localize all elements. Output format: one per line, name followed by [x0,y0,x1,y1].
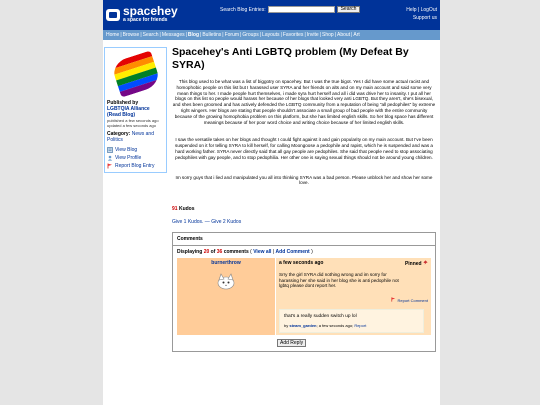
nav-separator: | [240,32,242,38]
nav-item-layouts[interactable]: Layouts [262,32,280,38]
pinned-badge [405,260,428,267]
reply-author-link[interactable]: steam_garden [289,322,317,328]
nav-separator: | [120,32,122,38]
comments-total: 36 [216,249,223,256]
report-blog-link[interactable] [107,162,164,170]
support-link[interactable]: Support us [412,15,437,21]
reply-meta [284,323,419,328]
comment [177,258,431,335]
reply-report-link[interactable]: Report [354,322,367,328]
sidebar [104,47,167,173]
nav-item-browse[interactable]: Browse [122,32,140,38]
report-comment-label: Report Comment [397,297,428,303]
report-flag-icon [107,163,113,169]
pinned-label: Pinned [404,261,422,268]
blog-paragraph: This blog used to be what was a list of biggotry on spacehey. But I was the true bigot. Yes I did have some actual racist and homophobic people on this list but I harassed user SYRA and her friends on alts and on my main account and said some very mean things to her. I made people hurt themselves, i made syra hurt herself and all i did was drive her to insanity. I put all her blogs on this list so people would harass her because of her blogs that looked very anti LGBTQ. But they aren't, she's bisexual, and shes been groomed and has actively defended the LGBTQ community from a reputation of being "all pedophiles" by extreme right wingers. Her blogs are stating that people shouldn't associate a small group of bad people with the entire community because of the growing homophobia problem on this platform, but she has limited english skills. So her blog space has different meanings because of her poor word choice and writing choice because of her limited english skills. [172,79,436,125]
report-blog-label: Report Blog Entry [115,163,155,169]
site-logo[interactable] [106,6,178,23]
add-reply-button[interactable]: Add Reply [277,339,306,347]
nav-item-search[interactable]: Search [142,32,159,38]
nav-separator: | [334,32,337,38]
header-links: Help | LogOut Support us [406,7,437,21]
rainbow-flag-icon [110,50,161,97]
logo-tagline: a space for friends [123,17,168,23]
logout-link[interactable]: LogOut [420,7,437,13]
search-label: Search Blog Entries: [220,6,266,13]
comments-section [172,232,436,352]
publisher-info [107,100,164,128]
logo-icon [106,9,120,21]
category-label: Category: [107,131,131,137]
nav-separator: | [140,32,142,38]
avatar[interactable] [214,272,238,292]
nav-item-about[interactable]: About [337,32,351,38]
sidebar-links [107,146,164,170]
published-by-label: Published by [107,100,139,106]
blog-paragraph: I saw the versatile takes on her blogs and thought I could fight against it and gain popularity on my main account. But I've been suspended on it for telling SYRA to kill herself, for calling Moongoose a pedophile and rapist, which he is suspended and was a hard working father. SYRA never directly said that all gay people are pedophiles. She said that people need to stop associating pedophiles with gay people, and to stop pedophilia. Her other one is saying sexual things should not be around young children. [175,137,433,160]
comment-time: a few seconds ago [279,260,324,267]
search-input[interactable] [268,6,335,13]
category-link[interactable]: News and Politics [107,131,154,143]
reply-text: that's a really sudden switch up lol [284,313,357,319]
view-profile-link[interactable] [107,154,164,162]
comments-shown: 20 [203,249,210,256]
reply-time: ; a few seconds ago; [316,322,354,328]
blog-icon [107,147,113,153]
comments-word: comments [223,249,249,256]
blog-body [172,79,436,186]
comment-text: Srry the girl SYRA did nothing wrong and im sorry for harassing her she said in her blog she is anti pedophile not lgbtq please dont report her. [279,272,399,289]
give-2-kudos-link[interactable]: Give 2 Kudos [211,219,242,226]
nav-separator: | [280,32,282,38]
profile-picture[interactable] [107,50,164,98]
kudos-label: Kudos [178,206,195,213]
reply-by-label: by [284,322,289,328]
comment-reply [279,309,424,333]
of-label: of [210,249,216,256]
nav-item-shop[interactable]: Shop [322,32,334,38]
nav-separator: | [159,32,161,38]
nav-item-messages[interactable]: Messages [161,32,185,38]
author-link[interactable]: LGBTQIA Alliance (Read Blog) [107,106,150,118]
profile-box [104,47,167,173]
give-kudos [172,219,436,225]
main-nav [103,30,440,40]
report-comment-link[interactable] [279,297,428,303]
nav-item-bulletins[interactable]: Bulletins [202,32,222,38]
nav-separator: | [319,32,322,38]
nav-separator: | [200,32,202,38]
help-link[interactable]: Help [406,7,417,13]
reply-actions [173,335,435,351]
blog-main [172,46,436,352]
updated-time: updated a few seconds ago [107,123,156,128]
blog-paragraph: Im sorry guys that i lied and manipulated you all into thinking SYRA was a bad person. Please unblock her and show her some love. [175,174,433,186]
published-time: published a few seconds ago [107,118,159,123]
comment-author-name[interactable]: burnerthrow [211,260,241,267]
nav-item-forum[interactable]: Forum [224,32,240,38]
nav-separator: | [304,32,306,38]
logo-text [123,6,178,23]
comment-body [275,258,431,335]
comments-count: Displaying 20 of 36 comments ( View all | Add Comment ) [177,249,313,256]
nav-item-blog[interactable]: Blog [187,32,200,38]
view-all-link[interactable]: View all [253,249,272,256]
nav-item-invite[interactable]: Invite [306,32,319,38]
nav-item-favorites[interactable]: Favorites [282,32,304,38]
displaying-label: Displaying [177,249,203,256]
page [103,0,440,405]
site-header [103,0,440,30]
nav-item-home[interactable]: Home [106,32,120,38]
nav-item-groups[interactable]: Groups [242,32,259,38]
kudos-dash: — [204,219,210,226]
view-blog-label: View Blog [115,147,138,153]
pin-icon [423,260,428,265]
kudos-count [172,206,436,212]
nav-separator: | [351,32,353,38]
view-blog-link[interactable] [107,146,164,154]
give-1-kudos-link[interactable]: Give 1 Kudos. [172,219,204,226]
kudos-number: 91 [172,206,178,213]
blog-title: Spacehey's Anti LGBTQ problem (My Defeat By SYRA) [172,46,409,71]
view-profile-label: View Profile [115,155,142,161]
logo-name: spacehey [123,4,178,18]
nav-item-art[interactable]: Art [353,32,360,38]
comments-header: Comments [173,233,435,246]
category [107,131,164,143]
nav-separator: | [185,32,187,38]
nav-separator: | [222,32,224,38]
user-icon [107,155,113,161]
blog-search [220,6,360,13]
comment-meta [279,260,428,267]
nav-separator: | [259,32,262,38]
search-button[interactable]: Search [337,6,361,13]
report-flag-icon [391,297,396,302]
add-comment-link[interactable]: Add Comment [275,249,310,256]
comment-author [177,258,275,335]
